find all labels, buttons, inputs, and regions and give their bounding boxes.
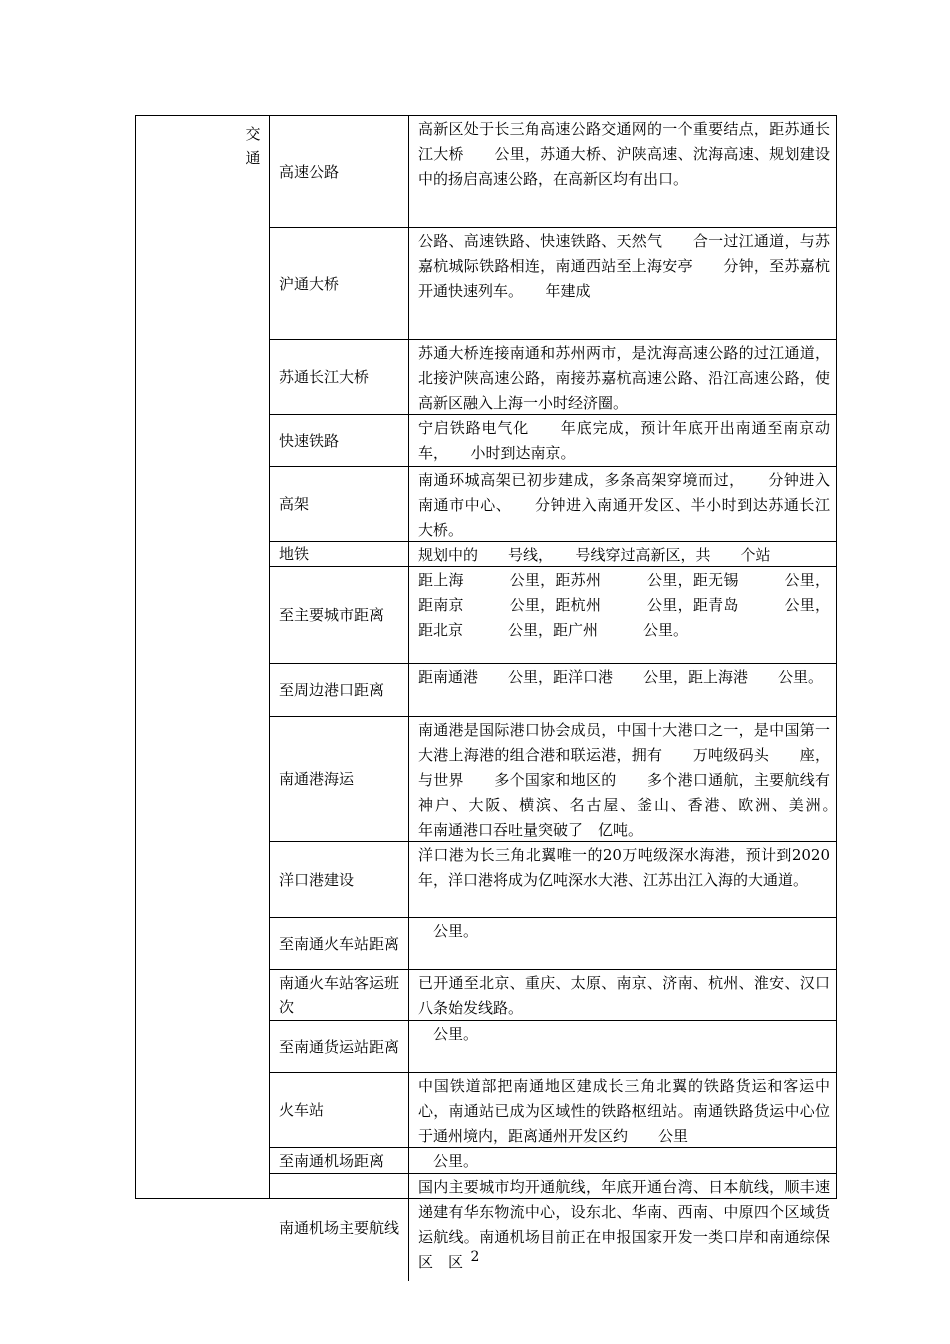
table-row [270,340,836,415]
row-name-cell: 至主要城市距离 [270,567,409,663]
table-row [270,542,836,567]
row-name-cell: 至周边港口距离 [270,664,409,716]
row-desc-cell: 中国铁道部把南通地区建成长三角北翼的铁路货运和客运中心，南通站已成为区域性的铁路枢纽站。南通铁路货运中心位于通州境内，距离通州开发区约 公里 [418,1077,830,1145]
row-name-cell: 至南通火车站距离 [270,918,409,969]
category-label: 交通 [245,125,261,167]
table-row [270,717,861,842]
row-desc-cell: 公里。 [418,1025,479,1043]
row-desc-cell: 距上海 公里，距苏州 公里，距无锡 公里，距南京 公里，距杭州 公里，距青岛 公里，距北京 公里，距广州 公里。 [418,571,830,639]
row-name-cell: 至南通机场距离 [270,1148,409,1173]
row-name-cell: 高速公路 [270,116,409,227]
table-row [270,228,836,340]
row-desc-cell: 公路、高速铁路、快速铁路、天然气 合一过江通道，与苏嘉杭城际铁路相连，南通西站至上海安亭 分钟，至苏嘉杭开通快速列车。 年建成 [418,232,830,300]
page-number: 2 [470,1249,480,1265]
row-desc-cell: 规划中的 号线， 号线穿过高新区，共 个站 [418,546,771,564]
table-row [270,415,836,467]
row-name-cell: 南通火车站客运班次 [270,970,409,1020]
row-desc-cell: 南通环城高架已初步建成，多条高架穿境而过， 分钟进入南通市中心、 分钟进入南通开发区、半小时到达苏通长江大桥。 [418,471,830,539]
row-desc-cell: 苏通大桥连接南通和苏州两市，是沈海高速公路的过江通道，北接沪陕高速公路，南接苏嘉杭高速公路、沿江高速公路，使高新区融入上海一小时经济圈。 [418,344,830,412]
row-name-cell: 洋口港建设 [270,842,409,917]
row-name-cell: 沪通大桥 [270,228,409,339]
category-column [136,116,270,1198]
row-desc-cell: 宁启铁路电气化 年底完成，预计年底开出南通至南京动车， 小时到达南京。 [418,419,830,462]
row-desc-cell: 洋口港为长三角北翼唯一的20万吨级深水海港，预计到2020年，洋口港将成为亿吨深水大港、江苏出江入海的大通道。 [418,846,830,889]
row-desc-cell: 国内主要城市均开通航线，年底开通台湾、日本航线，顺丰速递建有华东物流中心，设东北、华南、西南、中原四个区域货运航线。南通机场目前正在申报国家开发一类口岸和南通综保区 区 [418,1178,830,1271]
row-name-cell: 火车站 [270,1073,409,1147]
row-name-cell: 至南通货运站距离 [270,1021,409,1072]
table-row [270,116,836,228]
table-row [270,1073,836,1148]
row-name-cell: 苏通长江大桥 [270,340,409,414]
table-row [270,1021,836,1073]
table-row [270,467,836,542]
row-name-cell: 地铁 [270,542,409,566]
row-desc-cell: 南通港是国际港口协会成员，中国十大港口之一，是中国第一大港上海港的组合港和联运港，拥有 万吨级码头 座，与世界 多个国家和地区的 多个港口通航，主要航线有神户、大阪、横滨、名古屋、釜山、香港、欧洲、美洲。 年南通港口吞吐量突破了 亿吨。 [418,721,861,839]
row-name-cell: 南通机场主要航线 [270,1174,409,1281]
row-desc-cell: 已开通至北京、重庆、太原、南京、济南、杭州、淮安、汉口八条始发线路。 [418,974,830,1017]
row-name-cell: 南通港海运 [270,717,409,841]
row-desc-cell: 公里。 [418,922,479,940]
table-row [270,664,836,717]
row-name-cell: 高架 [270,467,409,541]
table-row [270,842,836,918]
table-row [270,567,836,664]
row-name-cell: 快速铁路 [270,415,409,466]
table-row [270,1148,836,1174]
row-desc-cell: 距南通港 公里，距洋口港 公里，距上海港 公里。 [418,668,824,686]
row-desc-cell: 高新区处于长三角高速公路交通网的一个重要结点，距苏通长江大桥 公里，苏通大桥、沪陕高速、沈海高速、规划建设中的扬启高速公路，在高新区均有出口。 [418,120,830,188]
table-row [270,918,836,970]
table-row [270,970,836,1021]
transport-table [135,115,861,1271]
row-desc-cell: 公里。 [418,1152,479,1170]
